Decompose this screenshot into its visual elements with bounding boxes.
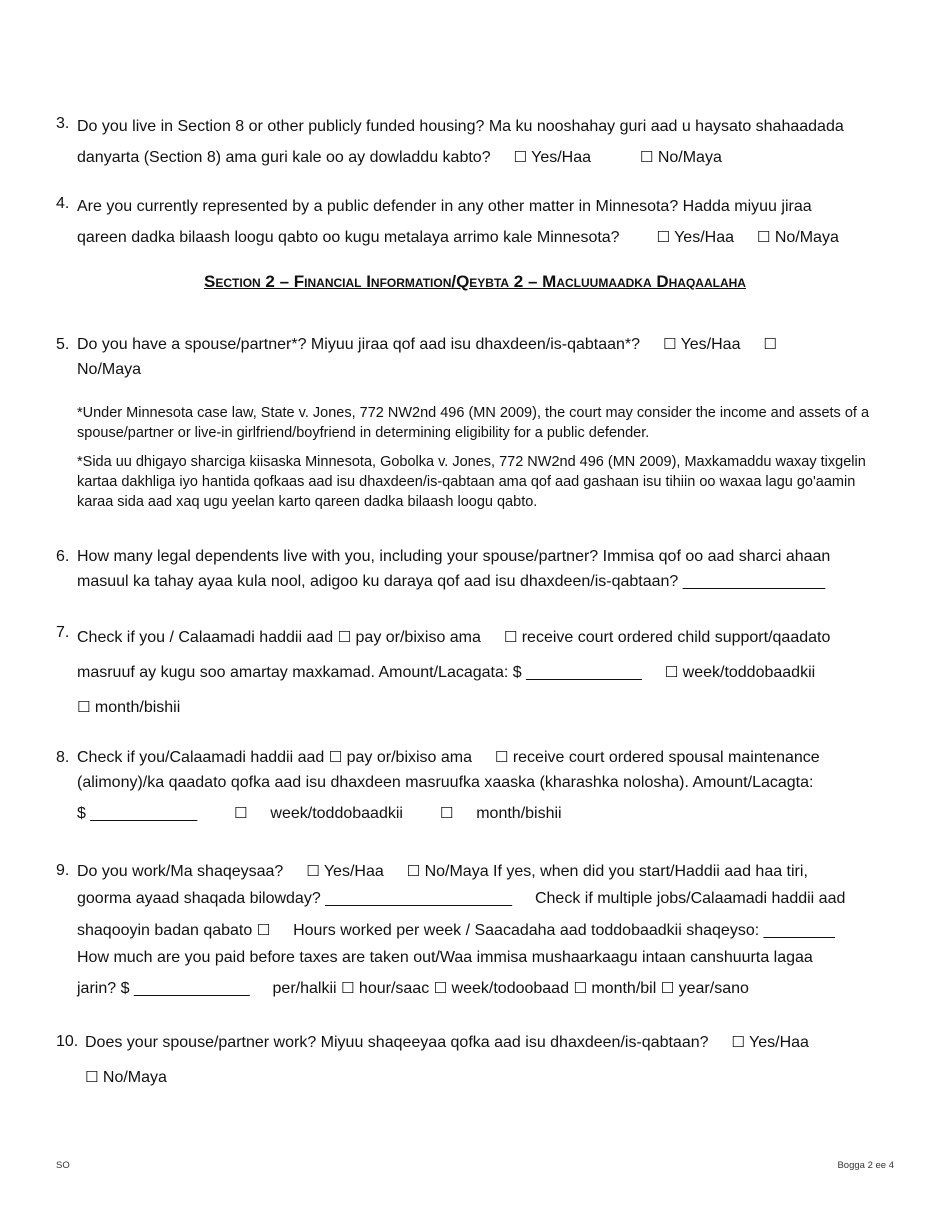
yes-label: Yes/Haa — [680, 336, 741, 353]
question-text: danyarta (Section 8) ama guri kale oo ay dowladdu kabto? — [77, 149, 491, 166]
question-text: jarin? $ — [77, 980, 130, 997]
question-5 — [56, 332, 902, 382]
question-number: 6. — [56, 548, 70, 565]
footer-page-number: Bogga 2 ee 4 — [837, 1160, 894, 1171]
question-text: Check if you / Calaamadi haddii aad — [77, 629, 334, 646]
receive-label: receive court ordered spousal maintenance — [512, 749, 820, 766]
question-number: 10. — [56, 1033, 79, 1050]
no-label: No/Maya — [657, 149, 722, 166]
month-checkbox[interactable]: ☐ — [439, 804, 454, 822]
question-9 — [56, 858, 902, 1002]
question-7 — [56, 620, 902, 725]
footer-language-code: SO — [56, 1160, 70, 1171]
amount-blank[interactable]: ____________ — [90, 805, 198, 822]
no-checkbox[interactable]: ☐ — [406, 862, 421, 880]
no-label: No/Maya — [424, 863, 489, 880]
year-label: year/sano — [678, 980, 749, 997]
question-text: Do you work/Ma shaqeysaa? — [77, 863, 284, 880]
hour-label: hour/saac — [358, 980, 430, 997]
question-text: How much are you paid before taxes are taken out/Waa immisa mushaarkaagu intaan canshuurta lagaa — [77, 949, 813, 966]
question-6 — [56, 544, 902, 594]
pay-checkbox[interactable]: ☐ — [337, 628, 352, 646]
pay-amount-blank[interactable]: _____________ — [133, 980, 250, 997]
question-text: Do you live in Section 8 or other publicly funded housing? Ma ku nooshahay guri aad u haysato shahaadada — [77, 118, 844, 135]
section-heading: Section 2 – Financial Information/Qeybta 2 – Macluumaadka Dhaqaalaha — [204, 272, 746, 291]
yes-checkbox[interactable]: ☐ — [513, 148, 527, 166]
month-checkbox[interactable]: ☐ — [573, 979, 587, 997]
yes-checkbox[interactable]: ☐ — [731, 1033, 745, 1051]
amount-blank[interactable]: _____________ — [526, 664, 642, 681]
question-number: 4. — [56, 195, 70, 212]
question-4 — [56, 191, 902, 253]
pay-label: pay or/bixiso ama — [346, 749, 473, 766]
no-label: No/Maya — [774, 229, 839, 246]
no-label: No/Maya — [102, 1069, 167, 1086]
month-label: month/bil — [591, 980, 657, 997]
week-label: week/toddobaadkii — [682, 664, 816, 681]
question-text: How many legal dependents live with you, including your spouse/partner? Immisa qof oo aad sharci ahaan — [77, 548, 831, 565]
no-checkbox[interactable]: ☐ — [763, 335, 777, 353]
question-number: 3. — [56, 115, 70, 132]
hour-checkbox[interactable]: ☐ — [341, 979, 355, 997]
question-text: Does your spouse/partner work? Miyuu shaqeeyaa qofka aad isu dhaxdeen/is-qabtaan? — [85, 1034, 709, 1051]
dollar-sign: $ — [77, 805, 86, 822]
yes-checkbox[interactable]: ☐ — [656, 228, 670, 246]
yes-checkbox[interactable]: ☐ — [306, 862, 320, 880]
question-text: Hours worked per week / Saacadaha aad toddobaadkii shaqeyso: — [293, 922, 760, 939]
multiple-jobs-checkbox[interactable]: ☐ — [256, 921, 271, 939]
start-date-blank[interactable]: _____________________ — [325, 890, 513, 907]
question-text: Check if multiple jobs/Calaamadi haddii aad — [534, 890, 846, 907]
pay-checkbox[interactable]: ☐ — [328, 748, 343, 766]
pay-label: pay or/bixiso ama — [355, 629, 481, 646]
question-text: goorma ayaad shaqada bilowday? — [77, 890, 321, 907]
month-label: month/bishii — [94, 699, 181, 716]
question-text: (alimony)/ka qaadato qofka aad isu dhaxdeen masruufka xaaska (kharashka nolosha). Amount/Lacagta: — [77, 774, 814, 791]
question-text: shaqooyin badan qabato — [77, 922, 253, 939]
yes-checkbox[interactable]: ☐ — [662, 335, 677, 353]
question-text: Do you have a spouse/partner*? Miyuu jiraa qof aad isu dhaxdeen/is-qabtaan*? — [77, 336, 641, 353]
yes-label: Yes/Haa — [749, 1034, 809, 1051]
note-somali: *Sida uu dhigayo sharciga kiisaska Minnesota, Gobolka v. Jones, 772 NW2nd 496 (MN 2009), Maxkamaddu waxay tixgelin kartaa dakhliga iyo hantida qofkaas aad isu dhaxdeen/is-qabtaan ama qof aad gashaan isu tihiin oo waxaa lagu go'aamin karaa sida aad xaq ugu yeelan karto qareen dadka bilaash loogu qabto. — [77, 454, 866, 510]
week-checkbox[interactable]: ☐ — [234, 804, 248, 822]
week-checkbox[interactable]: ☐ — [664, 663, 679, 681]
question-number: 5. — [56, 336, 70, 353]
week-checkbox[interactable]: ☐ — [433, 979, 448, 997]
yes-label: Yes/Haa — [323, 863, 384, 880]
no-label: No/Maya — [77, 361, 142, 378]
week-label: week/toddobaadkii — [270, 805, 403, 822]
yes-label: Yes/Haa — [531, 149, 592, 166]
receive-checkbox[interactable]: ☐ — [494, 748, 509, 766]
hours-blank[interactable]: ________ — [763, 922, 835, 939]
question-text: qareen dadka bilaash loogu qabto oo kugu metalaya arrimo kale Minnesota? — [77, 229, 620, 246]
question-text: If yes, when did you start/Haddii aad haa tiri, — [493, 863, 808, 880]
week-label: week/todoobaad — [451, 980, 569, 997]
note-english: *Under Minnesota case law, State v. Jones, 772 NW2nd 496 (MN 2009), the court may consider the income and assets of a spouse/partner or live-in girlfriend/boyfriend in determining eligibility for a public defender. — [77, 405, 870, 441]
question-number: 9. — [56, 862, 70, 879]
month-checkbox[interactable]: ☐ — [77, 698, 91, 716]
question-text: masruuf ay kugu soo amartay maxkamad. Amount/Lacagata: $ — [77, 664, 522, 681]
question-number: 8. — [56, 749, 70, 766]
receive-checkbox[interactable]: ☐ — [503, 628, 518, 646]
question-text: Are you currently represented by a public defender in any other matter in Minnesota? Hadda miyuu jiraa — [77, 198, 812, 215]
question-number: 7. — [56, 624, 70, 641]
no-checkbox[interactable]: ☐ — [756, 228, 771, 246]
receive-label: receive court ordered child support/qaadato — [521, 629, 831, 646]
question-8 — [56, 745, 902, 826]
dependents-blank[interactable]: ________________ — [682, 573, 826, 590]
question-text: Check if you/Calaamadi haddii aad — [77, 749, 325, 766]
no-checkbox[interactable]: ☐ — [85, 1068, 99, 1086]
month-label: month/bishii — [476, 805, 562, 822]
no-checkbox[interactable]: ☐ — [639, 148, 654, 166]
question-10 — [56, 1029, 902, 1095]
yes-label: Yes/Haa — [674, 229, 734, 246]
question-3 — [56, 111, 902, 173]
year-checkbox[interactable]: ☐ — [660, 979, 675, 997]
question-text: masuul ka tahay ayaa kula nool, adigoo ku daraya qof aad isu dhaxdeen/is-qabtaan? — [77, 573, 679, 590]
per-label: per/halkii — [272, 980, 337, 997]
